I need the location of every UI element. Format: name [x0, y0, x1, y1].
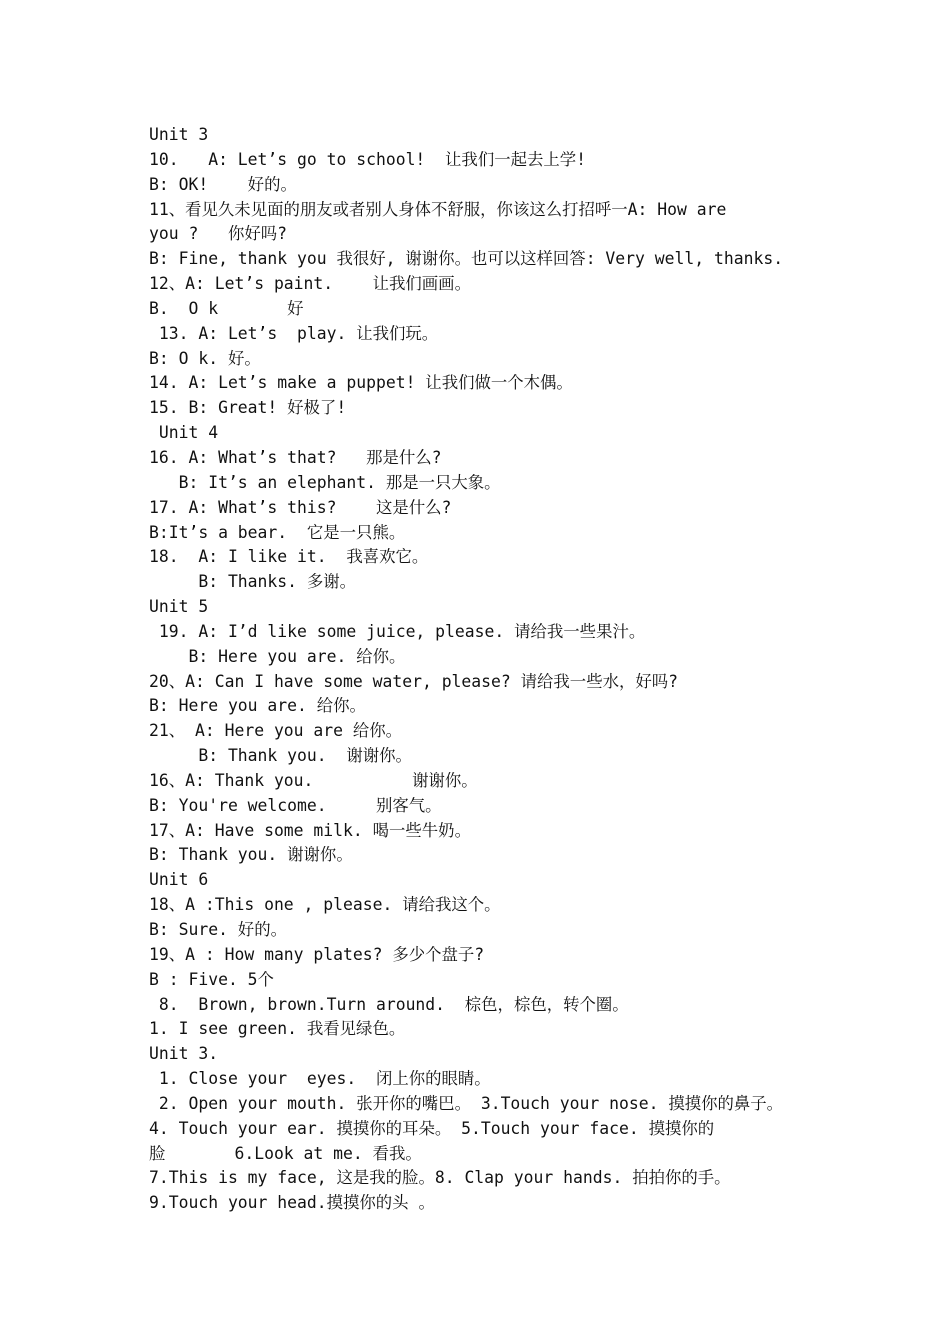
heading-unit-4: Unit 4: [149, 423, 219, 443]
text-line: B: Thank you. 谢谢你。: [149, 845, 353, 865]
text-line: 12、A: Let’s paint. 让我们画画。: [149, 274, 471, 294]
text-line: you ? 你好吗?: [149, 224, 287, 244]
text-line: 脸 6.Look at me. 看我。: [149, 1143, 422, 1163]
text-line: B: Thanks. 多谢。: [149, 572, 357, 592]
text-line: 7.This is my face, 这是我的脸。8. Clap your hands. 拍拍你的手。: [149, 1168, 731, 1188]
text-line: B: OK! 好的。: [149, 174, 297, 194]
text-line: B:It’s a bear. 它是一只熊。: [149, 522, 406, 542]
text-line: B. O k 好: [149, 298, 304, 318]
text-line: 2. Open your mouth. 张开你的嘴巴。 3.Touch your nose. 摸摸你的鼻子。: [149, 1093, 784, 1113]
text-line: B: It’s an elephant. 那是一只大象。: [149, 472, 501, 492]
text-line: 20、A: Can I have some water, please? 请给我一些水，好吗?: [149, 671, 679, 691]
text-body: [149, 123, 849, 1216]
text-line: B: Sure. 好的。: [149, 920, 287, 939]
heading-unit-3-commands: Unit 3.: [149, 1044, 219, 1064]
text-line: 16. A: What’s that? 那是什么?: [149, 447, 442, 467]
heading-unit-6: Unit 6: [149, 870, 209, 890]
text-line: 14. A: Let’s make a puppet! 让我们做一个木偶。: [149, 373, 573, 393]
text-line: 13. A: Let’s play. 让我们玩。: [149, 323, 439, 343]
heading-unit-5: Unit 5: [149, 597, 209, 617]
text-line: B: You're welcome. 别客气。: [149, 795, 442, 815]
text-line: 1. Close your eyes. 闭上你的眼睛。: [149, 1069, 491, 1089]
text-line: 9.Touch your head.摸摸你的头 。: [149, 1193, 435, 1213]
text-line: B: Thank you. 谢谢你。: [149, 746, 412, 766]
text-line: 19. A: I’d like some juice, please. 请给我一些果汁。: [149, 621, 646, 641]
text-line: 16、A: Thank you. 谢谢你。: [149, 770, 478, 790]
text-line: 4. Touch your ear. 摸摸你的耳朵。 5.Touch your face. 摸摸你的: [149, 1118, 715, 1138]
text-line: 18、A :This one , please. 请给我这个。: [149, 895, 501, 915]
text-line: 8. Brown, brown.Turn around. 棕色，棕色，转个圈。: [149, 994, 629, 1014]
text-line: 17. A: What’s this? 这是什么?: [149, 497, 452, 517]
text-line: B: Here you are. 给你。: [149, 696, 366, 716]
text-line: B: O k. 好。: [149, 348, 261, 368]
text-line: B: Here you are. 给你。: [149, 646, 406, 666]
heading-unit-3: Unit 3: [149, 125, 209, 144]
text-line: 10. A: Let’s go to school! 让我们一起去上学!: [149, 149, 587, 169]
text-line: 11、看见久未见面的朋友或者别人身体不舒服，你该这么打招呼一A: How are: [149, 199, 727, 219]
text-line: 15. B: Great! 好极了!: [149, 398, 347, 418]
text-line: 18. A: I like it. 我喜欢它。: [149, 547, 429, 567]
text-line: 21、 A: Here you are 给你。: [149, 721, 403, 741]
text-line: 17、A: Have some milk. 喝一些牛奶。: [149, 820, 471, 840]
text-line: 1. I see green. 我看见绿色。: [149, 1019, 406, 1039]
text-line: B : Five. 5个: [149, 969, 274, 989]
text-line: 19、A : How many plates? 多少个盘子?: [149, 944, 485, 964]
text-line: B: Fine, thank you 我很好, 谢谢你。也可以这样回答: Very well, thanks.: [149, 249, 784, 269]
